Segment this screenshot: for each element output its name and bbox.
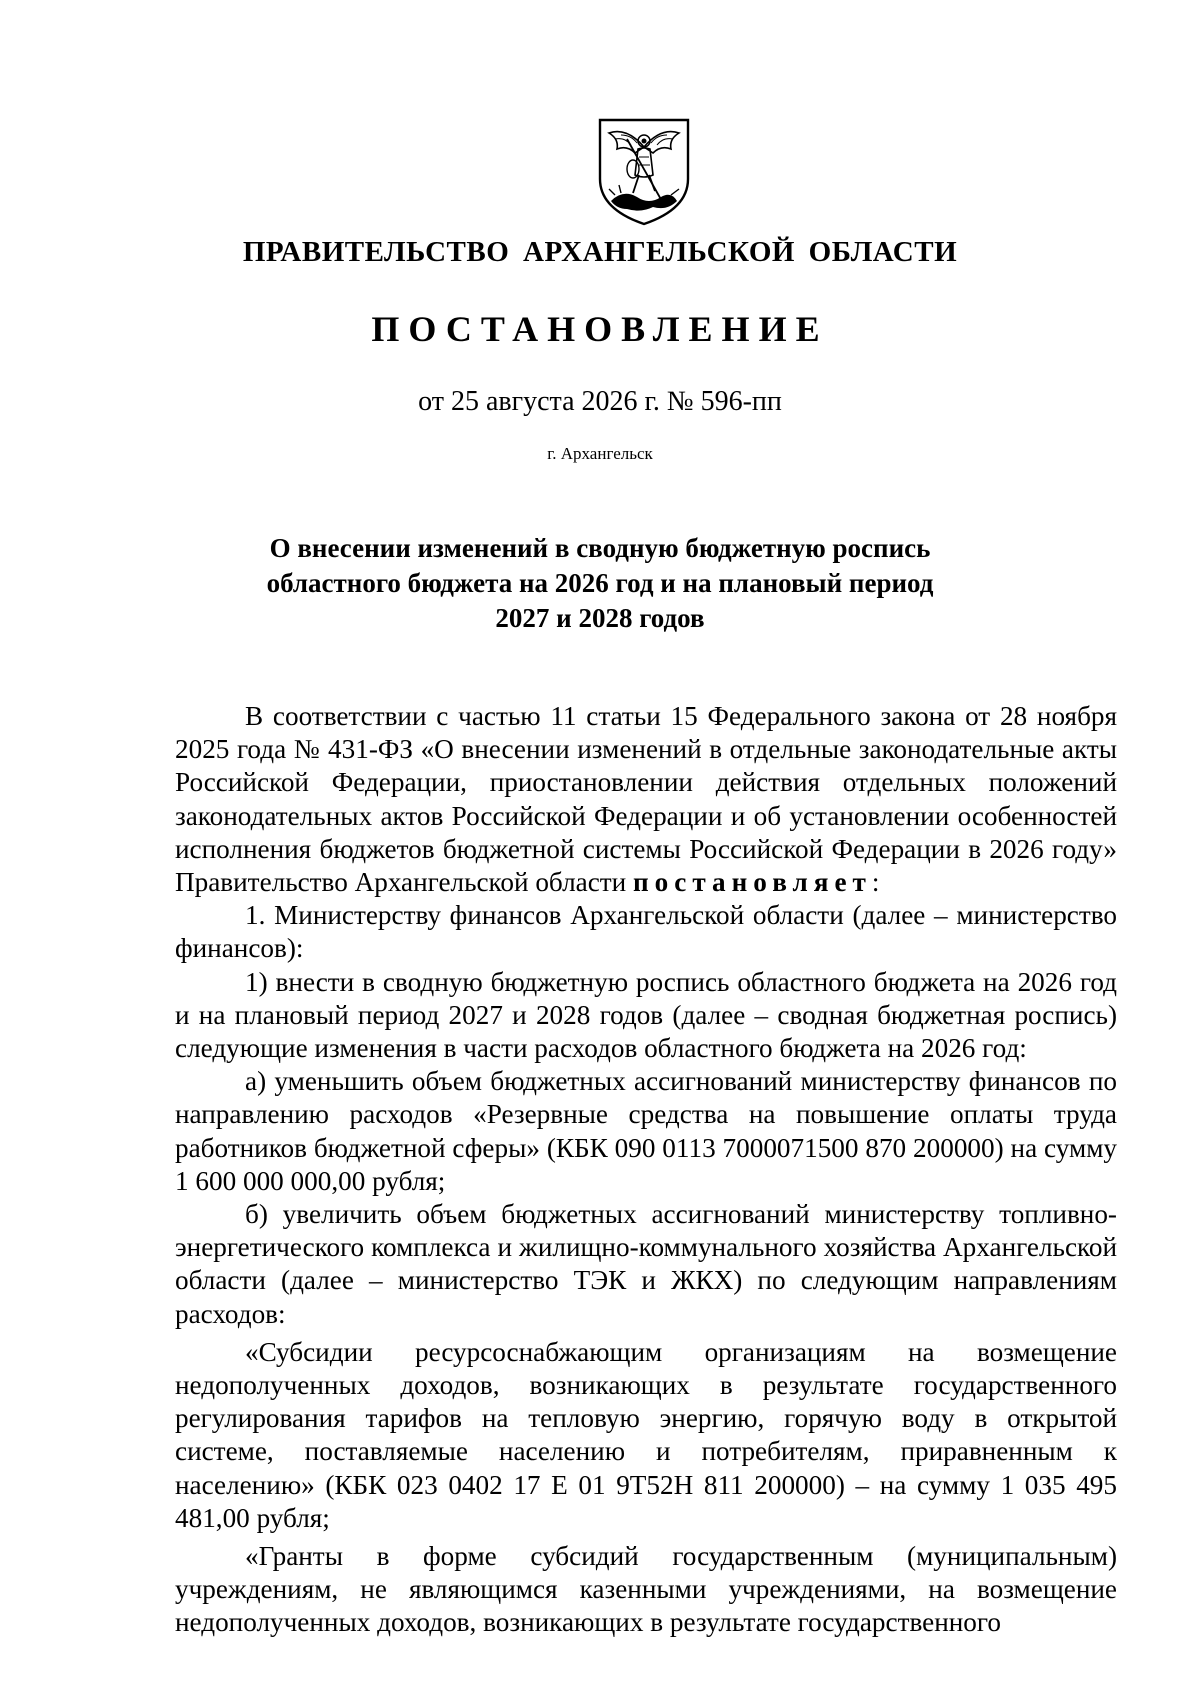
preamble-text: В соответствии с частью 11 статьи 15 Федерального закона от 28 ноября 2025 года № 431-ФЗ «О внесении изменений в отдельные законодательные акты Российской Федерации, приостановлении действия отдельных положений законодательных актов Российской Федерации и об установлении особенностей исполнения бюджетов бюджетной системы Российской Федерации в 2026 году» Правительство Архангельской области (175, 701, 1117, 898)
document-city: г. Архангельск (547, 444, 653, 463)
clause-paragraph: «Гранты в форме субсидий государственным (муниципальным) учреждениям, не являющимся казенными учреждениями, на возмещение недополученных доходов, возникающих в результате государственного (175, 1541, 1117, 1638)
clause-paragraph: б) увеличить объем бюджетных ассигнований министерству топливно-энергетического комплекса и жилищно-коммунального хозяйства Архангельской области (далее – министерство ТЭК и ЖКХ) по следующим направлениям расходов: (175, 1199, 1117, 1329)
document-subject (200, 531, 1000, 636)
coat-of-arms-icon (597, 117, 691, 227)
subject-line: областного бюджета на 2026 год и на плановый период (266, 568, 934, 598)
document-type: ПОСТАНОВЛЕНИЕ (371, 309, 829, 349)
clause-paragraph: 1) внести в сводную бюджетную роспись областного бюджета на 2026 год и на плановый период 2027 и 2028 годов (далее – сводная бюджетная роспись) следующие изменения в части расходов областного бюджета на 2026 год: (175, 966, 1117, 1064)
preamble-end: : (871, 867, 880, 898)
clause-paragraph: а) уменьшить объем бюджетных ассигнований министерству финансов по направлению расходов «Резервные средства на повышение оплаты труда работников бюджетной сферы» (КБК 090 0113 7000071500 870 200000) на сумму 1 600 000 000,00 рубля; (175, 1066, 1117, 1196)
clause-paragraph: «Субсидии ресурсоснабжающим организациям на возмещение недополученных доходов, возникающих в результате государственного регулирования тарифов на тепловую энергию, горячую воду в открытой системе, поставляемые населению и потребителям, приравненным к населению» (КБК 023 0402 17 Е 01 9Т52Н 811 200000) – на сумму 1 035 495 481,00 рубля; (175, 1336, 1117, 1533)
subject-line: О внесении изменений в сводную бюджетную роспись (269, 533, 931, 563)
clause-paragraph: 1. Министерству финансов Архангельской области (далее – министерство финансов): (175, 900, 1117, 964)
preamble-paragraph (175, 700, 1117, 899)
subject-line: 2027 и 2028 годов (495, 603, 705, 633)
organization-title: ПРАВИТЕЛЬСТВО АРХАНГЕЛЬСКОЙ ОБЛАСТИ (242, 236, 958, 268)
document-date-number: от 25 августа 2026 г. № 596-пп (418, 386, 782, 417)
document-body (175, 700, 1117, 1640)
resolution-verb: постановляет (633, 867, 872, 898)
